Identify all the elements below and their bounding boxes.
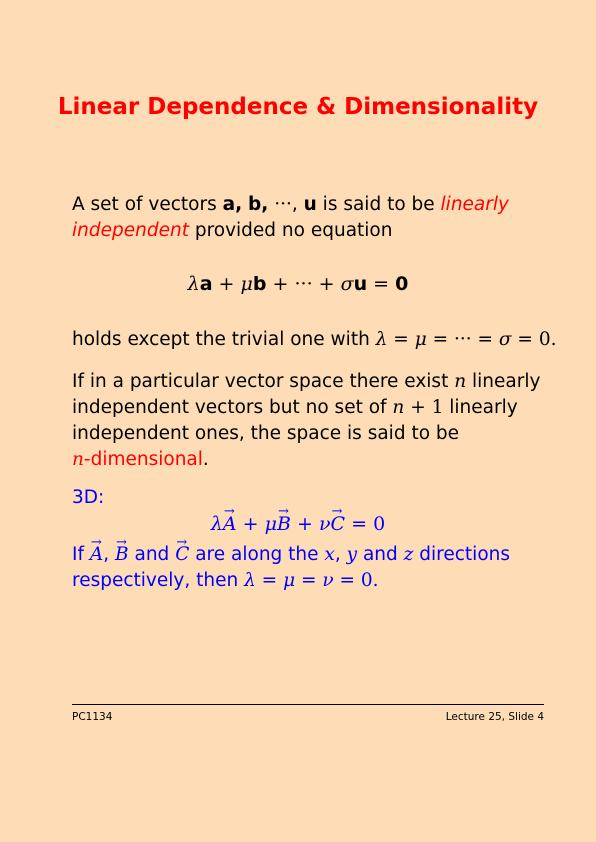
period: . — [202, 449, 209, 470]
comma: , — [103, 544, 115, 565]
ellipsis: ··· — [274, 194, 292, 215]
mu: μ — [264, 513, 277, 535]
plus: + — [212, 273, 241, 295]
term-independent: independent — [72, 220, 189, 241]
comma: , — [235, 194, 243, 215]
term-linearly: linearly — [440, 194, 509, 215]
equation-linear-combination — [0, 271, 596, 297]
comma: , — [261, 194, 269, 215]
vector-C: → C — [175, 542, 189, 568]
text-if: If — [72, 544, 90, 565]
nu: ν — [318, 513, 331, 535]
equals: = — [333, 570, 361, 591]
comma: , — [334, 544, 347, 565]
plus: + — [312, 273, 341, 295]
ellipsis: ··· — [294, 273, 313, 295]
lambda: λ — [210, 513, 223, 535]
slide-title: Linear Dependence & Dimensionality — [57, 94, 539, 120]
n-variable: n — [392, 397, 405, 418]
dimension-text-4: linearly — [443, 397, 518, 418]
mu: μ — [414, 329, 427, 350]
text-and: and — [128, 544, 176, 565]
zero: 0 — [373, 513, 386, 535]
zero: 0 — [538, 329, 551, 350]
three-d-label: 3D: — [72, 487, 105, 508]
vector-C: → C — [331, 511, 346, 537]
equals: = — [367, 273, 396, 295]
mu: μ — [283, 570, 296, 591]
vector-u: u — [353, 273, 368, 295]
vector-b: b — [248, 194, 262, 215]
n-variable: n — [72, 449, 84, 470]
text-respectively: respectively, then — [72, 570, 245, 591]
nu: ν — [322, 570, 334, 591]
vector-b: b — [252, 273, 267, 295]
comma: , — [291, 194, 298, 215]
lambda: λ — [187, 273, 200, 295]
plus: + — [404, 397, 432, 418]
three-d-statement — [72, 542, 562, 594]
equals: = — [387, 329, 415, 350]
period: . — [372, 570, 379, 591]
plus: + — [290, 513, 319, 535]
zero-vector: 0 — [395, 273, 409, 295]
vector-B: → B — [277, 511, 291, 537]
plus: + — [266, 273, 295, 295]
intro-text-3: provided no equation — [188, 220, 393, 241]
n-variable: n — [454, 371, 467, 392]
equals: = — [295, 570, 323, 591]
text-directions: directions — [413, 544, 510, 565]
footer-course-code: PC1134 — [72, 711, 113, 723]
sigma: σ — [498, 329, 512, 350]
sigma: σ — [340, 273, 354, 295]
y-axis-var: y — [346, 544, 358, 565]
footer-slide-number: Lecture 25, Slide 4 — [445, 711, 544, 723]
term-n-dimensional: -dimensional — [83, 449, 203, 470]
equals: = — [255, 570, 284, 591]
zero: 0 — [360, 570, 373, 591]
dimension-text-5: independent ones, the space is said to be — [72, 423, 460, 444]
plus: + — [236, 513, 265, 535]
vector-a: a — [222, 194, 236, 215]
equals: = — [511, 329, 539, 350]
footer-divider — [72, 704, 544, 705]
intro-text-1: A set of vectors — [72, 194, 223, 215]
lambda: λ — [375, 329, 388, 350]
trivial-solution — [72, 327, 572, 353]
trivial-text: holds except the trivial one with — [72, 329, 376, 350]
equals: = — [471, 329, 499, 350]
intro-paragraph — [72, 192, 562, 244]
dimension-paragraph — [72, 369, 562, 473]
lambda: λ — [244, 570, 256, 591]
vector-A: → A — [90, 542, 103, 568]
intro-text-2: is said to be — [316, 194, 441, 215]
equation-3d — [0, 511, 596, 537]
vector-u: u — [303, 194, 317, 215]
equals: = — [426, 329, 454, 350]
mu: μ — [240, 273, 253, 295]
text-and: and — [357, 544, 404, 565]
dimension-text-2: linearly — [466, 371, 541, 392]
vector-B: → B — [115, 542, 129, 568]
dimension-text-1: If in a particular vector space there exist — [72, 371, 455, 392]
text-along: are along the — [189, 544, 325, 565]
x-axis-var: x — [324, 544, 335, 565]
one: 1 — [431, 397, 444, 418]
equals: = — [345, 513, 374, 535]
z-axis-var: z — [403, 544, 414, 565]
ellipsis: ··· — [453, 329, 472, 350]
vector-a: a — [199, 273, 213, 295]
dimension-text-3: independent vectors but no set of — [72, 397, 393, 418]
vector-A: → A — [223, 511, 237, 537]
period: . — [550, 329, 557, 350]
